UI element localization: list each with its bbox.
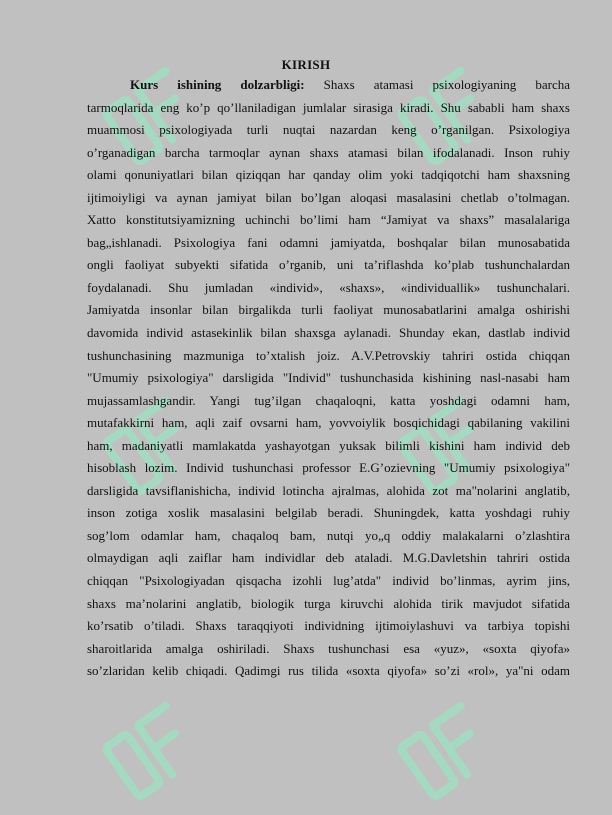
paragraph-line: ko’rsatib o’tiladi. Shaxs taraqqiyoti individning ijtimoiylashuvi va tarbiya topishi	[87, 618, 570, 634]
paragraph-line	[87, 74, 570, 97]
paragraph-line: shaxs ma’nolarini anglatib, biologik turga kiruvchi alohida tirik mavjudot sifatida	[87, 595, 570, 611]
watermark-logo-icon	[95, 690, 215, 810]
paragraph-line: inson zotiga xoslik masalasini belgilab beradi. Shuningdek, katta yoshdagi ruhiy	[87, 505, 570, 521]
paragraph-line: chiqqan "Psixologiyadan qisqacha izohli lug’atda" individ bo’linmas, ayrim jins,	[87, 573, 570, 589]
paragraph-line: sharoitlarida amalga oshiriladi. Shaxs tushunchasi esa «yuz», «soxta qiyofa»	[87, 640, 570, 656]
page-title: KIRISH	[281, 57, 331, 72]
paragraph-line: mutafakkirni ham, aqli zaif ovsarni ham, yovvoiylik bosqichidagi qabilaning vakilini	[87, 415, 570, 431]
paragraph-line: Xatto konstitutsiyamizning uchinchi bo’limi ham “Jamiyat va shaxs” masalalariga	[87, 212, 570, 228]
paragraph-line: mujassamlashgandir. Yangi tug’ilgan chaqaloqni, katta yoshdagi odamni ham,	[87, 392, 570, 408]
paragraph-line: bag„ishlanadi. Psixologiya fani odamni jamiyatda, boshqalar bilan munosabatida	[87, 234, 570, 250]
paragraph-line: ham, madaniyatli mamlakatda yashayotgan yuksak bilimli kishini ham individ deb	[87, 437, 570, 453]
paragraph-line: darsligida tavsiflanishicha, individ lotincha ajralmas, alohida zot ma"nolarini anglatib,	[87, 482, 570, 498]
paragraph-line: tushunchasining mazmuniga to’xtalish joiz. A.V.Petrovskiy tahriri ostida chiqqan	[87, 347, 570, 363]
paragraph-line: hisoblash lozim. Individ tushunchasi professor E.G’ozievning "Umumiy psixologiya"	[87, 460, 570, 476]
paragraph-line: Jamiyatda insonlar bilan birgalikda turli faoliyat munosabatlarini amalga oshirishi	[87, 302, 570, 318]
paragraph-line: o’rganadigan barcha tarmoqlar aynan shaxs atamasi bilan ifodalanadi. Inson ruhiy	[87, 144, 570, 160]
lead-heading: Kurs ishining dolzarbligi:	[130, 77, 305, 92]
paragraph-line: sog’lom odamlar ham, chaqaloq bam, nutqi yo„q oddiy malakalarni o’zlashtira	[87, 527, 570, 543]
paragraph-line: so’zlaridan kelib chiqadi. Qadimgi rus tilida «soxta qiyofa» so’zi «rol», ya"ni odam	[87, 663, 570, 679]
body-paragraph	[87, 74, 570, 683]
paragraph-line: tarmoqlarida eng ko’p qo’llaniladigan jumlalar sirasiga kiradi. Shu sababli ham shaxs	[87, 99, 570, 115]
paragraph-line: ijtimoiyligi va aynan jamiyat bilan bo’lgan aloqasi masalasini chetlab o’tolmagan.	[87, 189, 570, 205]
watermark-logo-icon	[390, 690, 510, 810]
paragraph-line: ongli faoliyat subyekti sifatida o’rganib, uni ta’riflashda ko’plab tushunchalardan	[87, 257, 570, 273]
paragraph-line: muammosi psixologiyada turli nuqtai nazardan keng o’rganilgan. Psixologiya	[87, 122, 570, 138]
paragraph-line: olmaydigan aqli zaiflar ham individlar deb ataladi. M.G.Davletshin tahriri ostida	[87, 550, 570, 566]
paragraph-line: olami qonuniyatlari bilan qiziqqan har qanday olim yoki tadqiqotchi ham shaxsning	[87, 167, 570, 183]
paragraph-line: foydalanadi. Shu jumladan «individ», «shaxs», «individuallik» tushunchalari.	[87, 279, 570, 295]
line-text: Shaxs atamasi psixologiyaning barcha	[323, 77, 570, 92]
paragraph-line: davomida individ astasekinlik bilan shaxsga aylanadi. Shunday ekan, dastlab individ	[87, 325, 570, 341]
paragraph-line: "Umumiy psixologiya" darsligida "Individ" tushunchasida kishining nasl-nasabi ham	[87, 370, 570, 386]
